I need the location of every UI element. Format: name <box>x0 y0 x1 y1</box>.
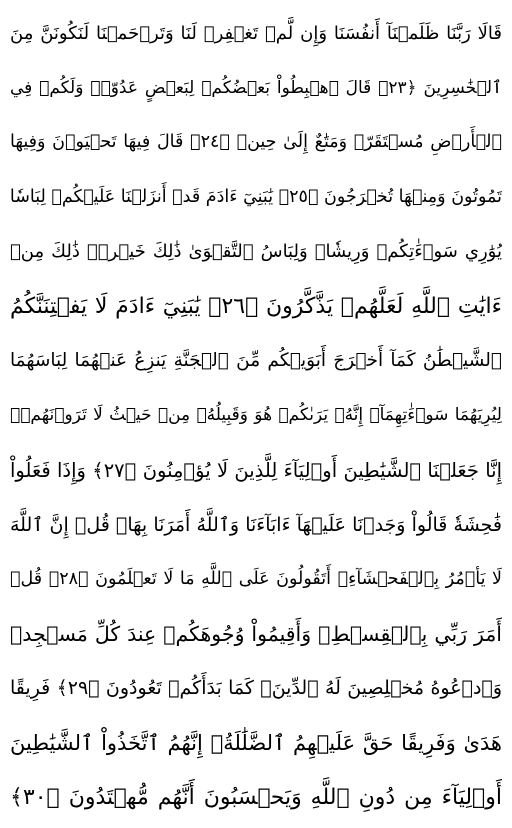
text-line-9 <box>10 443 502 498</box>
line-text: هَدَىٰ وَفَرِيقًا حَقَّ عَلَيۡهِمُ ٱلضَّلَٰلَةُۚ إِنَّهُمُ ٱتَّخَذُواْ ٱلشَّيَٰطِينَ <box>10 731 502 756</box>
line-text: ٱلشَّيۡطَٰنُ كَمَآ أَخۡرَجَ أَبَوَيۡكُم مِّنَ ٱلۡجَنَّةِ يَنزِعُ عَنۡهُمَا لِبَاسَهُمَا <box>10 350 502 372</box>
quran-text-block <box>10 6 502 825</box>
text-line-14 <box>10 716 502 771</box>
text-line-1 <box>10 6 502 61</box>
text-line-5 <box>10 224 502 279</box>
text-line-7 <box>10 334 502 389</box>
text-line-8 <box>10 388 502 443</box>
text-line-2 <box>10 61 502 116</box>
line-text: لِيُرِيَهُمَا سَوۡءَٰتِهِمَآۚ إِنَّهُۥ يَرَىٰكُمۡ هُوَ وَقَبِيلُهُۥ مِنۡ حَيۡثُ لَا تَرَوۡنَهُمۡۗ <box>10 405 502 426</box>
line-text: ٱلۡأَرۡضِ مُسۡتَقَرّٞ وَمَتَٰعٌ إِلَىٰ حِينٖ ﴿٢٤﴾ قَالَ فِيهَا تَحۡيَوۡنَ وَفِيهَا <box>10 132 502 153</box>
text-line-10 <box>10 497 502 552</box>
text-line-4 <box>10 170 502 225</box>
text-line-6 <box>10 279 502 334</box>
line-text: فَٰحِشَةٗ قَالُواْ وَجَدۡنَا عَلَيۡهَآ ءَابَآءَنَا وَٱللَّهُ أَمَرَنَا بِهَاۗ قُلۡ إِنَّ ٱللَّهَ <box>10 513 502 536</box>
line-text: ءَايَٰتِ ٱللَّهِ لَعَلَّهُمۡ يَذَّكَّرُونَ ﴿٢٦﴾ يَٰبَنِيٓ ءَادَمَ لَا يَفۡتِنَنَّكُمُ <box>10 293 502 319</box>
line-text: قَالَا رَبَّنَا ظَلَمۡنَآ أَنفُسَنَا وَإِن لَّمۡ تَغۡفِرۡ لَنَا وَتَرۡحَمۡنَا لَنَكُونَنَّ مِنَ <box>10 22 502 44</box>
line-text: تَمُوتُونَ وَمِنۡهَا تُخۡرَجُونَ ﴿٢٥﴾ يَٰبَنِيٓ ءَادَمَ قَدۡ أَنزَلۡنَا عَلَيۡكُمۡ لِبَاسٗا <box>10 187 502 208</box>
line-text: وَٱدۡعُوهُ مُخۡلِصِينَ لَهُ ٱلدِّينَۚ كَمَا بَدَأَكُمۡ تَعُودُونَ ﴿٢٩﴾ فَرِيقًا <box>10 677 502 700</box>
text-line-13 <box>10 661 502 716</box>
line-text: لَا يَأۡمُرُ بِٱلۡفَحۡشَآءِۖ أَتَقُولُونَ عَلَى ٱللَّهِ مَا لَا تَعۡلَمُونَ ﴿٢٨﴾ قُلۡ <box>10 569 502 590</box>
line-text: ٱلۡخَٰسِرِينَ ﴿٢٣﴾ قَالَ ٱهۡبِطُواْ بَعۡضُكُمۡ لِبَعۡضٍ عَدُوّٞۖ وَلَكُمۡ فِي <box>10 78 502 99</box>
line-text: يُوَٰرِي سَوۡءَٰتِكُمۡ وَرِيشٗاۖ وَلِبَاسُ ٱلتَّقۡوَىٰ ذَٰلِكَ خَيۡرٞۚ ذَٰلِكَ مِنۡ <box>10 241 502 263</box>
line-text: أَوۡلِيَآءَ مِن دُونِ ٱللَّهِ وَيَحۡسَبُونَ أَنَّهُم مُّهۡتَدُونَ ﴿٣٠﴾ <box>10 785 502 811</box>
line-text: إِنَّا جَعَلۡنَا ٱلشَّيَٰطِينَ أَوۡلِيَآءَ لِلَّذِينَ لَا يُؤۡمِنُونَ ﴿٢٧﴾ وَإِذَا فَعَلُواْ <box>10 458 502 482</box>
line-text: أَمَرَ رَبِّي بِٱلۡقِسۡطِۖ وَأَقِيمُواْ وُجُوهَكُمۡ عِندَ كُلِّ مَسۡجِدٖ <box>10 621 502 646</box>
text-line-12 <box>10 607 502 662</box>
text-line-11 <box>10 552 502 607</box>
text-line-3 <box>10 115 502 170</box>
text-line-15 <box>10 770 502 825</box>
